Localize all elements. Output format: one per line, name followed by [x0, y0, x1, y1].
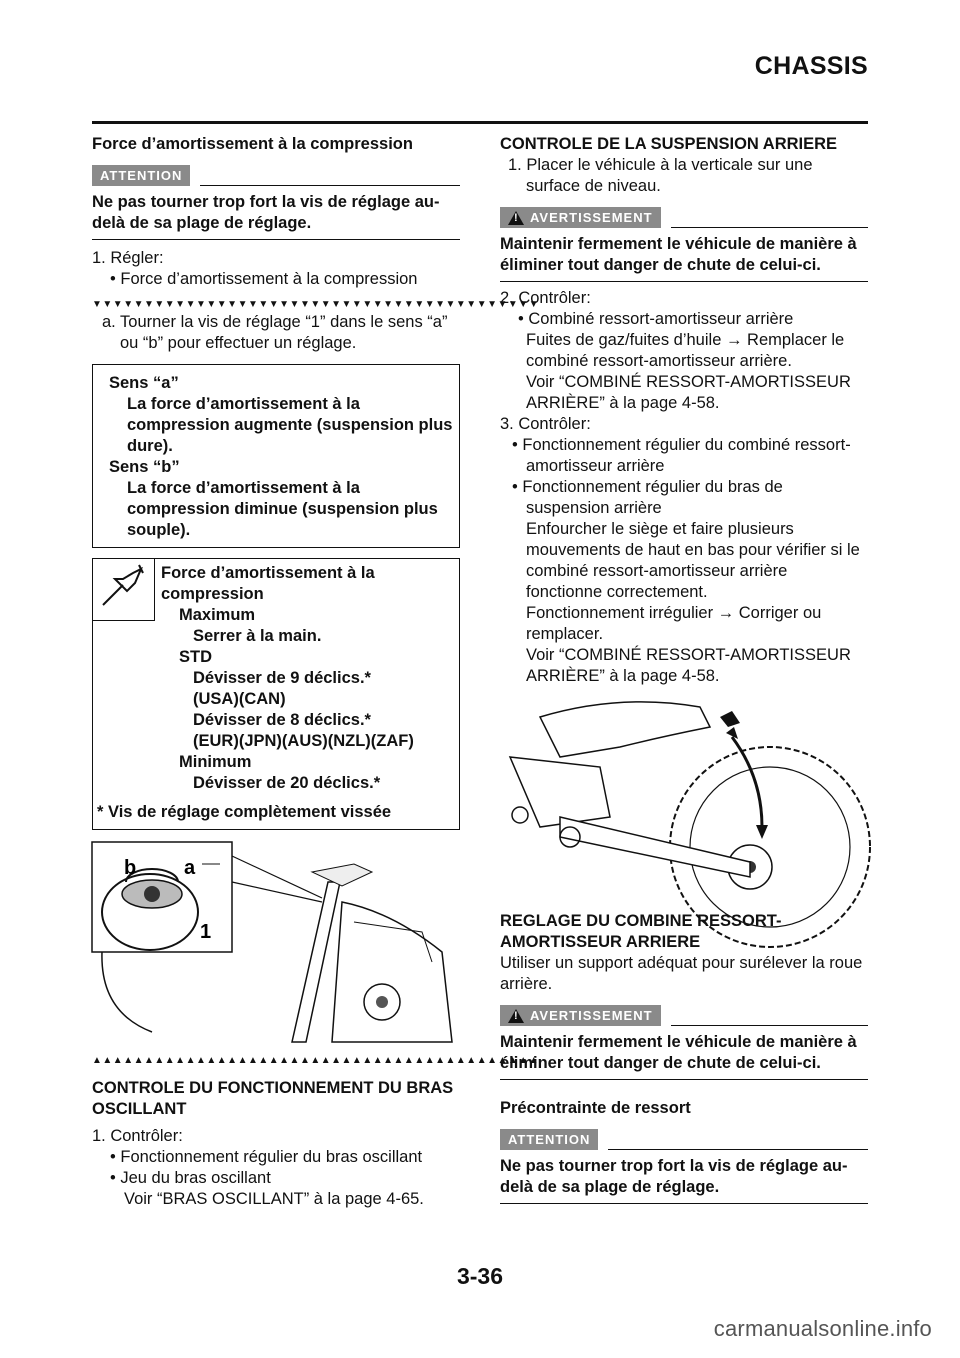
sens-a-text: La force d’amortissement à la compression augmente (suspension plus dure).: [127, 395, 453, 455]
spec-std-region-1: (USA)(CAN): [193, 690, 286, 708]
spec-footnote: * Vis de réglage complètement vissée: [97, 803, 392, 821]
rear-step-3: 3. Contrôler:: [500, 415, 591, 433]
page-number: 3-36: [456, 1263, 504, 1289]
warning-text-1: Maintenir fermement le véhicule de manière à éliminer tout danger de chute de celui-ci.: [500, 234, 868, 282]
rear-step-2-text: Fuites de gaz/fuites d’huile → Remplacer le combiné ressort-amortisseur arrière.: [526, 331, 845, 370]
front-fork-illustration: [92, 842, 460, 1048]
swingarm-bullet-2: • Jeu du bras oscillant: [110, 1169, 271, 1187]
rear-step-2-bullet: • Combiné ressort-amortisseur arrière: [518, 310, 794, 328]
spec-std-value-1: Dévisser de 9 déclics.*: [193, 669, 371, 687]
spec-std-region-2: (EUR)(JPN)(AUS)(NZL)(ZAF): [193, 732, 414, 750]
spec-min-label: Minimum: [179, 753, 252, 771]
warning-badge-2: ! AVERTISSEMENT: [500, 1005, 661, 1026]
spec-content: [155, 559, 459, 798]
rear-step-3-reference: Voir “COMBINÉ RESSORT-AMORTISSEUR ARRIÈRE” à la page 4-58.: [526, 646, 851, 685]
warning-notice-2: [500, 1005, 868, 1026]
sens-b-label: Sens “b”: [109, 458, 180, 476]
attention-badge-2: ATTENTION: [500, 1129, 598, 1150]
right-column: [500, 130, 868, 1204]
label-1: 1: [200, 921, 212, 943]
page-title: CHASSIS: [754, 52, 868, 80]
rear-suspension-illustration: [500, 697, 868, 903]
section-heading-swingarm: CONTROLE DU FONCTIONNEMENT DU BRAS OSCILLANT: [92, 1079, 454, 1118]
attention-notice: [92, 165, 460, 186]
rear-step-3-bullet-2: • Fonctionnement régulier du bras de suspension arrière: [512, 478, 783, 517]
rear-step-3-text: Enfourcher le siège et faire plusieurs mouvements de haut en bas pour vérifier si le combiné ressort-amortisseur arrière fonctionne correctement.: [526, 520, 860, 601]
direction-info-box: [92, 364, 460, 548]
swingarm-bullet-1: • Fonctionnement régulier du bras oscillant: [110, 1148, 423, 1166]
triangle-separator-start: ▼▼▼▼▼▼▼▼▼▼▼▼▼▼▼▼▼▼▼▼▼▼▼▼▼▼▼▼▼▼▼▼▼▼▼▼▼▼▼▼▼▼▼: [92, 299, 540, 310]
spec-max-label: Maximum: [179, 606, 256, 624]
warning-badge-1: ! AVERTISSEMENT: [500, 207, 661, 228]
section-heading-compression: Force d’amortissement à la compression: [92, 135, 413, 153]
rear-adjust-text: Utiliser un support adéquat pour surélever la roue arrière.: [500, 954, 863, 993]
rear-step-3-text-2: Fonctionnement irrégulier → Corriger ou remplacer.: [526, 604, 822, 643]
step-a-instruction: a. Tourner la vis de réglage “1” dans le sens “a” ou “b” pour effectuer un réglage.: [102, 313, 448, 352]
warning-notice-1: [500, 207, 868, 228]
label-a: a: [184, 857, 196, 879]
watermark: carmanualsonline.info: [713, 1316, 932, 1341]
warning-icon: !: [508, 1009, 524, 1023]
section-heading-rear-adjust: REGLAGE DU COMBINE RESSORT-AMORTISSEUR ARRIERE: [500, 912, 782, 951]
swingarm-reference: Voir “BRAS OSCILLANT” à la page 4-65.: [124, 1190, 424, 1208]
section-heading-rear-suspension: CONTROLE DE LA SUSPENSION ARRIERE: [500, 135, 838, 153]
attention-text: Ne pas tourner trop fort la vis de réglage au-delà de sa plage de réglage.: [92, 192, 460, 240]
triangle-separator-end: ▲▲▲▲▲▲▲▲▲▲▲▲▲▲▲▲▲▲▲▲▲▲▲▲▲▲▲▲▲▲▲▲▲▲▲▲▲▲▲▲▲▲▲: [92, 1055, 540, 1066]
step-1-bullet: • Force d’amortissement à la compression: [110, 270, 418, 288]
attention-badge: ATTENTION: [92, 165, 190, 186]
warning-text-2: Maintenir fermement le véhicule de manière à éliminer tout danger de chute de celui-ci.: [500, 1032, 868, 1080]
spec-std-label: STD: [179, 648, 212, 666]
wrench-icon: [93, 559, 155, 621]
header-divider: [92, 121, 868, 124]
attention-text-2: Ne pas tourner trop fort la vis de réglage au-delà de sa plage de réglage.: [500, 1156, 868, 1204]
step-1-regler: 1. Régler:: [92, 249, 164, 267]
attention-notice-2: [500, 1129, 868, 1150]
sens-a-label: Sens “a”: [109, 374, 179, 392]
rear-step-1: 1. Placer le véhicule à la verticale sur une surface de niveau.: [508, 156, 813, 195]
spec-std-value-2: Dévisser de 8 déclics.*: [193, 711, 371, 729]
swingarm-step-1: 1. Contrôler:: [92, 1127, 183, 1145]
label-b: b: [124, 857, 137, 879]
sens-b-text: La force d’amortissement à la compression diminue (suspension plus souple).: [127, 479, 438, 539]
spec-box: [92, 558, 460, 830]
warning-icon: !: [508, 211, 524, 225]
spec-max-value: Serrer à la main.: [193, 627, 322, 645]
rear-step-3-bullet-1: • Fonctionnement régulier du combiné ressort-amortisseur arrière: [512, 436, 851, 475]
left-column: [92, 130, 540, 1210]
section-heading-preload: Précontrainte de ressort: [500, 1099, 691, 1117]
spec-title: Force d’amortissement à la compression: [161, 564, 375, 603]
rear-step-2: 2. Contrôler:: [500, 289, 591, 307]
spec-min-value: Dévisser de 20 déclics.*: [193, 774, 381, 792]
rear-step-2-reference: Voir “COMBINÉ RESSORT-AMORTISSEUR ARRIÈRE” à la page 4-58.: [526, 373, 851, 412]
